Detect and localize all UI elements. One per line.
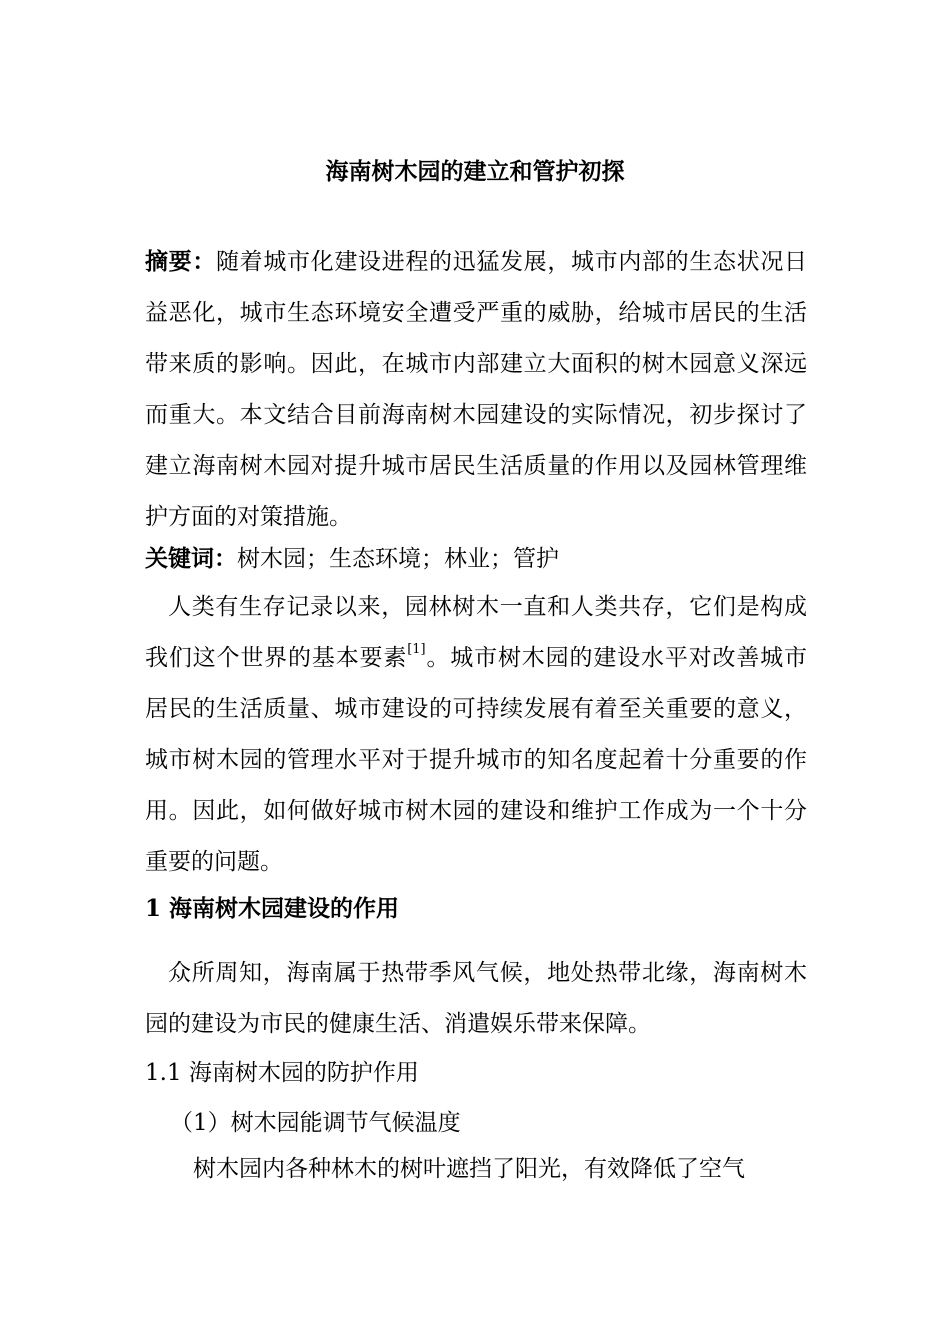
intro-text-part1: 人类有生存记录以来，园林树木一直和人类共存，它们是构成我们这个世界的基本要素 (145, 594, 807, 671)
keywords-label: 关键词： (145, 545, 237, 572)
document-title: 海南树木园的建立和管护初探 (325, 158, 625, 185)
intro-text-part2: 。城市树木园的建设水平对改善城市居民的生活质量、城市建设的可持续发展有着至关重要的意义，城市树木园的管理水平对于提升城市的知名度起着十分重要的作用。因此，如何做好城市树木园的建设和维护工作成为一个十分重要的问题。 (145, 645, 808, 875)
section-heading: 1 海南树木园建设的作用 (145, 895, 400, 922)
subsection-heading: 1.1 海南树木园的防护作用 (145, 1060, 419, 1086)
intro-paragraph (145, 582, 807, 888)
abstract-paragraph (145, 236, 807, 543)
section-paragraph: 众所周知，海南属于热带季风气候，地处热带北缘，海南树木园的建设为市民的健康生活、消遣娱乐带来保障。 (145, 960, 807, 1037)
item-heading: （1）树木园能调节气候温度 (170, 1110, 461, 1136)
abstract-label: 摘要： (145, 248, 216, 275)
item-paragraph: 树木园内各种林木的树叶遮挡了阳光，有效降低了空气 (193, 1156, 745, 1182)
keywords-text: 树木园；生态环境；林业；管护 (237, 546, 559, 572)
citation-ref: [1] (407, 642, 426, 658)
keywords-line (145, 536, 807, 582)
abstract-text: 随着城市化建设进程的迅猛发展，城市内部的生态状况日益恶化，城市生态环境安全遭受严重的威胁，给城市居民的生活带来质的影响。因此，在城市内部建立大面积的树木园意义深远而重大。本文结合目前海南树木园建设的实际情况，初步探讨了建立海南树木园对提升城市居民生活质量的作用以及园林管理维护方面的对策措施。 (145, 249, 807, 530)
